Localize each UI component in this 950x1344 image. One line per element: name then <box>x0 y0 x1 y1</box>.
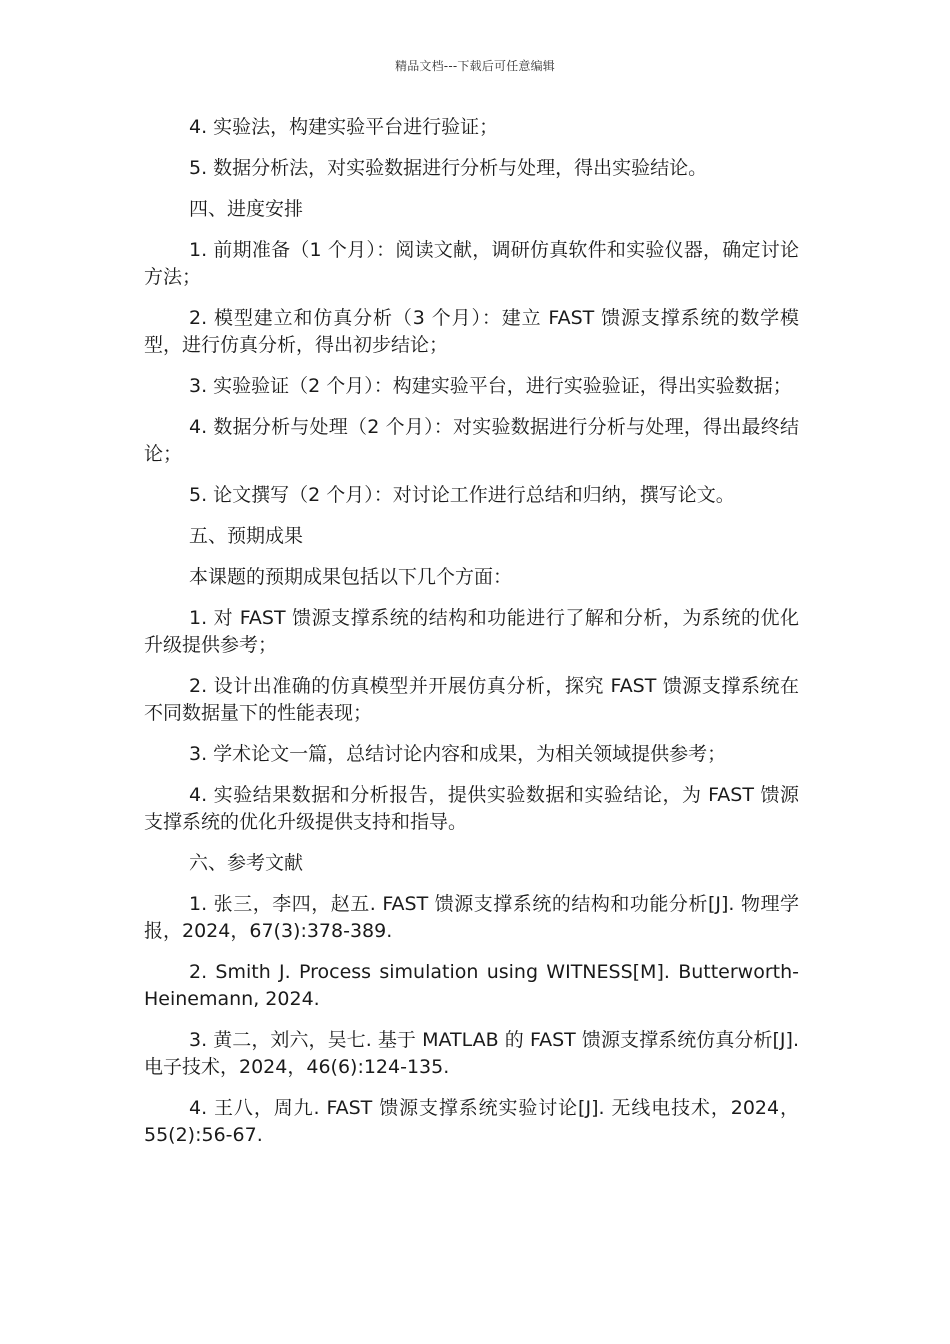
reference-item-3: 3. 黄二，刘六，吴七. 基于 MATLAB 的 FAST 馈源支撑系统仿真分析[J]. 电子技术，2024，46(6):124-135. <box>144 1029 799 1078</box>
schedule-item-2: 2. 模型建立和仿真分析（3 个月）：建立 FAST 馈源支撑系统的数学模型，进行仿真分析，得出初步结论； <box>144 307 799 356</box>
reference-item-1: 1. 张三，李四，赵五. FAST 馈源支撑系统的结构和功能分析[J]. 物理学报，2024，67(3):378-389. <box>144 893 799 942</box>
schedule-item-5: 5. 论文撰写（2 个月）：对讨论工作进行总结和归纳，撰写论文。 <box>189 484 735 506</box>
page-header: 精品文档---下载后可任意编辑 <box>395 59 555 73</box>
outcome-item-3: 3. 学术论文一篇，总结讨论内容和成果，为相关领域提供参考； <box>189 743 727 765</box>
outcome-item-4: 4. 实验结果数据和分析报告，提供实验数据和实验结论，为 FAST 馈源支撑系统的优化升级提供支持和指导。 <box>144 784 799 833</box>
method-item-4: 4. 实验法，构建实验平台进行验证； <box>189 116 499 138</box>
outcomes-intro: 本课题的预期成果包括以下几个方面： <box>189 566 513 588</box>
outcome-item-1: 1. 对 FAST 馈源支撑系统的结构和功能进行了解和分析，为系统的优化升级提供参考； <box>144 607 799 656</box>
schedule-item-1: 1. 前期准备（1 个月）：阅读文献，调研仿真软件和实验仪器，确定讨论方法； <box>144 239 799 288</box>
outcome-item-2: 2. 设计出准确的仿真模型并开展仿真分析，探究 FAST 馈源支撑系统在不同数据量下的性能表现； <box>144 675 799 724</box>
section-heading-schedule: 四、进度安排 <box>189 198 304 220</box>
schedule-item-3: 3. 实验验证（2 个月）：构建实验平台，进行实验验证，得出实验数据； <box>189 375 792 397</box>
document-body <box>144 114 799 1163</box>
section-heading-references: 六、参考文献 <box>189 852 304 874</box>
section-heading-outcomes: 五、预期成果 <box>189 525 304 547</box>
method-item-5: 5. 数据分析法，对实验数据进行分析与处理，得出实验结论。 <box>189 157 708 179</box>
schedule-item-4: 4. 数据分析与处理（2 个月）：对实验数据进行分析与处理，得出最终结论； <box>144 416 799 465</box>
reference-item-2: 2. Smith J. Process simulation using WITNESS[M]. Butterworth-Heinemann, 2024. <box>144 961 799 1010</box>
reference-item-4: 4. 王八，周九. FAST 馈源支撑系统实验讨论[J]. 无线电技术，2024，55(2):56-67. <box>144 1097 799 1146</box>
